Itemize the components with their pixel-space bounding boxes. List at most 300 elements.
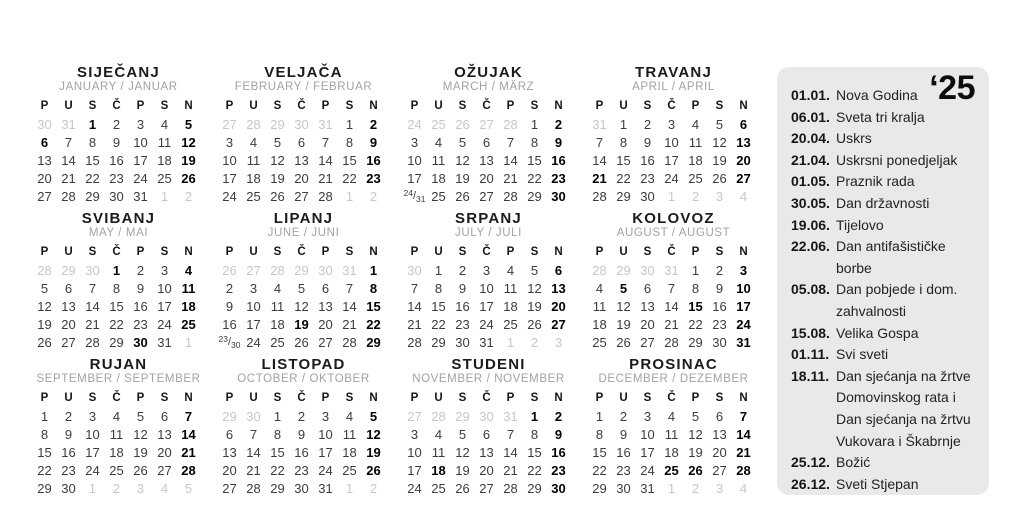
day-cell: 4 (160, 480, 169, 496)
day-cell: 7 (506, 426, 515, 442)
weekday-label: P (40, 392, 49, 404)
month-title: PROSINAC (629, 356, 718, 373)
day-cell: 30 (246, 408, 261, 424)
day-cell: 6 (482, 134, 491, 150)
month-lipanj (218, 210, 390, 351)
month-title: SVIBANJ (81, 210, 156, 227)
day-cell: 30 (61, 480, 76, 496)
weekday-label: Č (482, 392, 491, 404)
day-cell: 2 (530, 334, 539, 350)
weekday-label: P (595, 100, 604, 112)
day-cell: 14 (342, 298, 357, 314)
day-cell: 29 (61, 262, 76, 278)
holiday-entry (791, 150, 983, 172)
day-cell: 20 (640, 316, 655, 332)
day-cell: 29 (688, 334, 703, 350)
day-cell: 12 (181, 134, 196, 150)
day-cell: 11 (157, 134, 172, 150)
day-cell: 29 (270, 116, 285, 132)
day-cell: 22 (431, 316, 446, 332)
day-cell: 5 (184, 116, 193, 132)
day-cell: 16 (712, 298, 727, 314)
weekday-label: P (595, 392, 604, 404)
day-cell: 3 (410, 134, 419, 150)
day-cell: 14 (246, 444, 261, 460)
day-cell: 22 (527, 462, 542, 478)
weekday-label: Č (482, 100, 491, 112)
day-cell: 28 (503, 116, 518, 132)
day-cell: 23 (551, 170, 566, 186)
day-cell: 4 (691, 116, 700, 132)
day-cell: 4 (434, 134, 443, 150)
day-cell: 6 (643, 280, 652, 296)
day-cell: 29 (616, 188, 631, 204)
day-cell: 2 (715, 262, 724, 278)
day-cell: 27 (37, 188, 52, 204)
day-cell: 1 (595, 408, 604, 424)
weekday-label: S (345, 100, 354, 112)
day-cell: 15 (342, 152, 357, 168)
day-cell: 5 (691, 408, 700, 424)
day-cell: 2 (225, 280, 234, 296)
day-cell: 6 (321, 280, 330, 296)
month-listopad (218, 356, 390, 497)
months-grid (26, 64, 766, 497)
day-cell: 29 (592, 480, 607, 496)
day-cell: 28 (431, 408, 446, 424)
day-cell: 27 (246, 262, 261, 278)
day-cell: 18 (431, 462, 446, 478)
day-cell: 27 (222, 116, 237, 132)
day-cell: 29 (455, 408, 470, 424)
day-cell: 28 (246, 116, 261, 132)
day-cell: 29 (527, 480, 542, 496)
day-cell: 22 (688, 316, 703, 332)
day-cell: 21 (664, 316, 679, 332)
holidays-list (791, 85, 983, 495)
day-cell: 28 (503, 480, 518, 496)
day-cell: 26 (181, 170, 196, 186)
month-title: KOLOVOZ (632, 210, 715, 227)
day-cell: 6 (554, 262, 563, 278)
day-cell: 8 (88, 134, 97, 150)
month-title: SRPANJ (455, 210, 522, 227)
day-grid (588, 97, 760, 205)
day-cell: 1 (434, 262, 443, 278)
day-cell: 8 (530, 134, 539, 150)
holiday-name: Dan državnosti (836, 194, 930, 211)
day-cell: 26 (688, 462, 703, 478)
day-cell: 1 (530, 408, 539, 424)
day-cell: 27 (551, 316, 566, 332)
holiday-date: 15.08. (791, 324, 830, 341)
day-cell: 13 (318, 298, 333, 314)
day-cell: 2 (691, 188, 700, 204)
day-cell: 15 (688, 298, 703, 314)
day-cell: 11 (246, 152, 261, 168)
holiday-entry (791, 107, 983, 129)
weekday-label: Č (297, 246, 306, 258)
day-cell: 11 (270, 298, 285, 314)
day-cell: 8 (40, 426, 49, 442)
day-cell: 28 (246, 480, 261, 496)
day-cell: 19 (455, 462, 470, 478)
day-cell: 26 (455, 116, 470, 132)
day-cell: 1 (160, 188, 169, 204)
day-cell: 1 (506, 334, 515, 350)
month-subtitle: JANUARY / JANUAR (59, 81, 178, 93)
day-cell: 28 (592, 262, 607, 278)
weekday-label: P (691, 392, 700, 404)
day-cell: 11 (592, 298, 607, 314)
day-cell: 29 (431, 334, 446, 350)
day-cell: 7 (88, 280, 97, 296)
day-cell: 6 (297, 134, 306, 150)
day-cell: 19 (181, 152, 196, 168)
day-cell: 13 (61, 298, 76, 314)
weekday-label: Č (112, 392, 121, 404)
weekday-label: P (506, 392, 515, 404)
day-cell: 1 (88, 116, 97, 132)
day-cell: 19 (366, 444, 381, 460)
month-subtitle: DECEMBER / DEZEMBER (598, 373, 749, 385)
day-cell: 14 (503, 152, 518, 168)
weekday-label: S (345, 392, 354, 404)
day-cell: 17 (407, 462, 422, 478)
day-cell: 14 (85, 298, 100, 314)
day-cell: 7 (595, 134, 604, 150)
day-cell: 15 (431, 298, 446, 314)
weekday-label: S (273, 100, 282, 112)
day-cell: 14 (592, 152, 607, 168)
day-cell: 23 (712, 316, 727, 332)
day-cell: 30 (479, 408, 494, 424)
weekday-label: S (273, 392, 282, 404)
day-cell: 23 (616, 462, 631, 478)
day-cell: 3 (136, 116, 145, 132)
weekday-label: P (225, 246, 234, 258)
day-cell: 5 (369, 408, 378, 424)
day-cell: 24 (664, 170, 679, 186)
weekday-label: P (40, 100, 49, 112)
day-cell: 20 (37, 170, 52, 186)
day-cell: 24 (157, 316, 172, 332)
holiday-name: Uskrsni ponedjeljak (836, 151, 958, 168)
weekday-label: Č (482, 246, 491, 258)
day-cell: 27 (640, 334, 655, 350)
day-cell: 26 (527, 316, 542, 332)
day-cell: 24 (133, 170, 148, 186)
day-cell: 23 (455, 316, 470, 332)
holiday-date: 01.01. (791, 87, 830, 103)
day-cell: 12 (688, 426, 703, 442)
day-cell: 12 (294, 298, 309, 314)
day-cell: 24 (246, 334, 261, 350)
day-cell: 23 (640, 170, 655, 186)
day-grid (403, 243, 575, 351)
day-cell: 22 (37, 462, 52, 478)
day-cell: 26 (366, 462, 381, 478)
day-cell: 1 (667, 188, 676, 204)
day-cell: 4 (595, 280, 604, 296)
day-cell: 13 (479, 444, 494, 460)
day-cell: 14 (736, 426, 751, 442)
day-cell: 29 (366, 334, 381, 350)
day-cell: 10 (222, 152, 237, 168)
day-cell: 18 (342, 444, 357, 460)
day-cell: 2 (184, 188, 193, 204)
day-cell: 31 (342, 262, 357, 278)
weekday-label: P (225, 392, 234, 404)
holiday-name: Dan antifašističke borbe (836, 238, 946, 276)
day-cell: 3 (643, 408, 652, 424)
day-cell: 29 (294, 262, 309, 278)
weekday-label: S (715, 246, 724, 258)
weekday-label: S (458, 392, 467, 404)
day-cell: 1 (691, 262, 700, 278)
day-cell: 31 (133, 188, 148, 204)
weekday-label: U (249, 392, 258, 404)
day-cell: 30 (133, 334, 148, 350)
day-cell: 28 (342, 334, 357, 350)
day-cell: 18 (246, 170, 261, 186)
day-cell: 20 (736, 152, 751, 168)
day-cell: 7 (506, 134, 515, 150)
day-cell: 10 (407, 444, 422, 460)
weekday-label: N (184, 246, 193, 258)
day-cell: 16 (455, 298, 470, 314)
day-cell: 22 (85, 170, 100, 186)
day-cell: 28 (85, 334, 100, 350)
weekday-label: P (40, 246, 49, 258)
month-subtitle: JULY / JULI (455, 227, 522, 239)
day-cell: 8 (530, 426, 539, 442)
day-cell: 7 (321, 134, 330, 150)
holiday-entry (791, 344, 983, 366)
day-cell: 22 (592, 462, 607, 478)
weekday-label: P (136, 246, 145, 258)
day-cell: 20 (222, 462, 237, 478)
month-title: STUDENI (451, 356, 526, 373)
day-cell: 1 (345, 188, 354, 204)
day-cell: 9 (643, 134, 652, 150)
weekday-label: P (410, 100, 419, 112)
weekday-label: U (64, 100, 73, 112)
day-cell: 21 (181, 444, 196, 460)
day-cell: 4 (345, 408, 354, 424)
day-cell: 25 (431, 188, 446, 204)
holiday-date: 22.06. (791, 238, 830, 255)
day-cell: 30 (616, 480, 631, 496)
day-cell: 16 (222, 316, 237, 332)
day-cell: 5 (184, 480, 193, 496)
day-cell: 11 (342, 426, 357, 442)
day-cell: 20 (551, 298, 566, 314)
day-cell: 16 (294, 444, 309, 460)
holiday-entry (791, 236, 983, 279)
day-cell: 20 (318, 316, 333, 332)
day-cell: 25 (688, 170, 703, 186)
day-cell: 31 (157, 334, 172, 350)
day-cell: 27 (736, 170, 751, 186)
day-cell: 4 (739, 480, 748, 496)
weekday-label: U (249, 246, 258, 258)
day-cell: 1 (345, 116, 354, 132)
day-cell: 10 (85, 426, 100, 442)
day-cell: 10 (640, 426, 655, 442)
day-cell: 3 (667, 116, 676, 132)
day-cell: 10 (664, 134, 679, 150)
day-cell: 9 (136, 280, 145, 296)
day-cell: 27 (61, 334, 76, 350)
day-cell: 28 (181, 462, 196, 478)
day-cell: 27 (157, 462, 172, 478)
weekday-label: N (184, 100, 193, 112)
day-cell: 31 (736, 334, 751, 350)
weekday-label: S (643, 100, 652, 112)
day-cell: 4 (667, 408, 676, 424)
holiday-date: 05.08. (791, 281, 830, 298)
day-cell: 21 (503, 462, 518, 478)
day-cell: 29 (527, 188, 542, 204)
day-cell: 25 (503, 316, 518, 332)
day-cell: 3 (482, 262, 491, 278)
day-cell: 15 (37, 444, 52, 460)
weekday-label: S (458, 100, 467, 112)
day-cell: 18 (109, 444, 124, 460)
weekday-label: U (619, 392, 628, 404)
day-cell: 21 (85, 316, 100, 332)
day-cell: 28 (61, 188, 76, 204)
day-cell: 13 (37, 152, 52, 168)
weekday-label: P (321, 246, 330, 258)
day-cell: 1 (369, 262, 378, 278)
day-cell: 27 (318, 334, 333, 350)
day-cell: 19 (688, 444, 703, 460)
day-cell: 30 (318, 262, 333, 278)
day-grid (33, 389, 205, 497)
day-cell: 18 (592, 316, 607, 332)
day-cell: 17 (133, 152, 148, 168)
day-cell: 20 (294, 170, 309, 186)
day-cell: 29 (270, 480, 285, 496)
day-cell: 28 (503, 188, 518, 204)
day-cell: 13 (294, 152, 309, 168)
day-cell: 11 (503, 280, 518, 296)
day-cell: 2 (554, 408, 563, 424)
day-cell: 18 (157, 152, 172, 168)
day-cell: 24 (640, 462, 655, 478)
day-cell: 2 (136, 262, 145, 278)
day-cell: 27 (712, 462, 727, 478)
day-cell: 22 (342, 170, 357, 186)
day-cell: 28 (270, 262, 285, 278)
day-cell: 19 (270, 170, 285, 186)
holiday-entry (791, 452, 983, 474)
day-cell: 13 (736, 134, 751, 150)
day-cell: 7 (345, 280, 354, 296)
day-cell: 19 (527, 298, 542, 314)
holiday-date: 06.01. (791, 108, 830, 125)
holiday-name: Dan pobjede i dom. zahvalnosti (836, 281, 958, 319)
day-cell: 9 (715, 280, 724, 296)
day-cell: 31 (503, 408, 518, 424)
day-cell: 5 (715, 116, 724, 132)
day-cell: 12 (133, 426, 148, 442)
weekday-label: Č (667, 100, 676, 112)
day-cell: 5 (458, 134, 467, 150)
month-travanj (588, 64, 760, 205)
month-veljaca (218, 64, 390, 205)
day-cell: 3 (410, 426, 419, 442)
day-cell: 21 (407, 316, 422, 332)
day-cell: 19 (133, 444, 148, 460)
day-cell: 7 (410, 280, 419, 296)
day-cell: 25 (181, 316, 196, 332)
day-cell: 16 (616, 444, 631, 460)
weekday-label: N (369, 100, 378, 112)
day-cell: 15 (366, 298, 381, 314)
holiday-date: 19.06. (791, 216, 830, 233)
holiday-date: 20.04. (791, 130, 830, 147)
holiday-name: Sveta tri kralja (836, 108, 925, 125)
day-cell: 20 (479, 170, 494, 186)
day-cell: 4 (249, 134, 258, 150)
day-cell: 14 (61, 152, 76, 168)
day-cell: 28 (318, 188, 333, 204)
holiday-date: 18.11. (791, 367, 830, 384)
day-cell: 5 (273, 134, 282, 150)
day-cell: 6 (739, 116, 748, 132)
holiday-name: Svi sveti (836, 346, 889, 363)
day-cell: 10 (246, 298, 261, 314)
month-subtitle: MARCH / MÄRZ (442, 81, 535, 93)
day-cell: 14 (318, 152, 333, 168)
day-cell: 23 (551, 462, 566, 478)
day-cell: 15 (616, 152, 631, 168)
day-cell: 14 (181, 426, 196, 442)
month-subtitle: APRIL / APRIL (632, 81, 715, 93)
day-cell: 1 (184, 334, 193, 350)
holiday-name: Tijelovo (836, 216, 884, 233)
day-cell: 26 (222, 262, 237, 278)
day-cell: 30 (294, 480, 309, 496)
weekday-label: U (434, 392, 443, 404)
day-cell: 16 (109, 152, 124, 168)
day-cell: 24 (318, 462, 333, 478)
weekday-label: S (273, 246, 282, 258)
day-cell: 24 (222, 188, 237, 204)
month-srpanj (403, 210, 575, 351)
weekday-label: P (595, 246, 604, 258)
weekday-label: S (715, 100, 724, 112)
day-cell: 30 (640, 188, 655, 204)
day-cell: 2 (112, 480, 121, 496)
weekday-label: U (619, 100, 628, 112)
day-cell: 27 (407, 408, 422, 424)
day-cell: 2 (112, 116, 121, 132)
day-cell: 9 (369, 134, 378, 150)
day-cell: 30 (407, 262, 422, 278)
day-cell: 22 (527, 170, 542, 186)
day-cell: 19 (712, 152, 727, 168)
day-cell: 21 (342, 316, 357, 332)
day-cell: 8 (345, 134, 354, 150)
weekday-label: Č (112, 100, 121, 112)
day-cell: 7 (184, 408, 193, 424)
holiday-date: 25.12. (791, 454, 830, 471)
month-ozujak (403, 64, 575, 205)
